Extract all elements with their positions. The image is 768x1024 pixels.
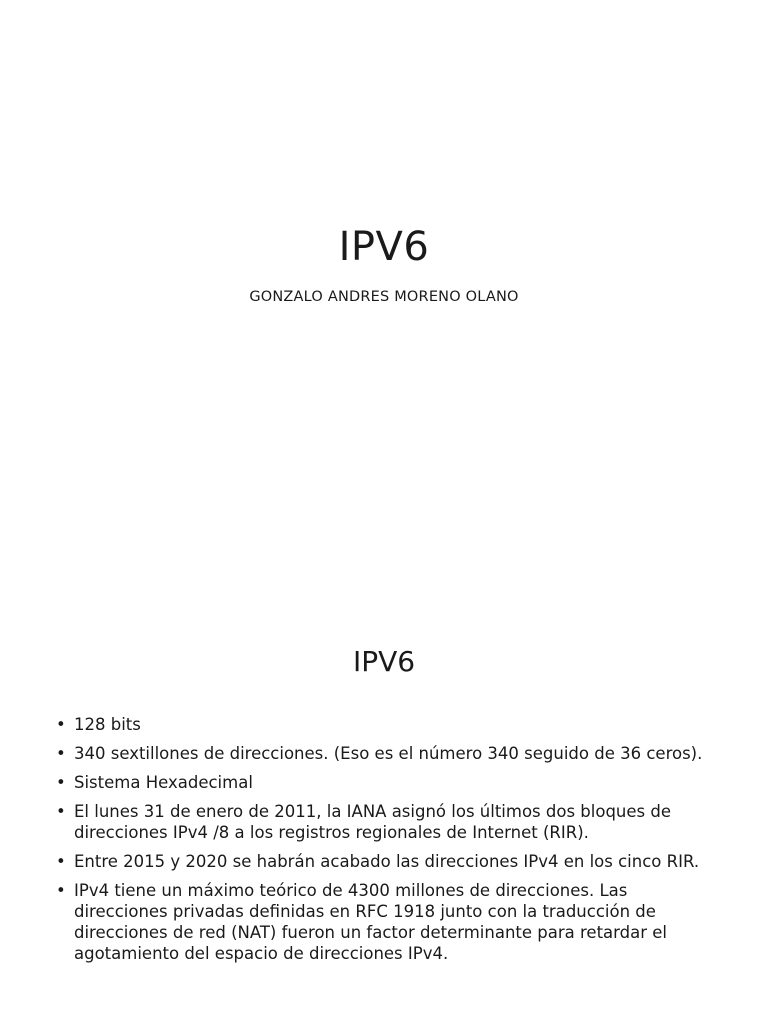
bullet-item [56,851,726,872]
bullet-text: IPv4 tiene un máximo teórico de 4300 millones de direcciones. Las direcciones privadas definidas en RFC 1918 junto con la traducción de direcciones de red (NAT) fueron un factor determinante para retardar el agotamiento del espacio de direcciones IPv4. [74,881,668,963]
bullet-item [56,714,726,735]
bullet-icon: • [56,852,66,871]
bullet-text: 340 sextillones de direcciones. (Eso es el número 340 seguido de 36 ceros). [74,744,703,763]
bullet-item [56,743,726,764]
bullet-icon: • [56,773,66,792]
slide-title: IPV6 [338,224,430,270]
slide-subtitle: GONZALO ANDRES MORENO OLANO [249,289,519,305]
bullet-text: 128 bits [74,715,141,734]
slide-title: IPV6 [352,645,416,678]
bullet-item [56,801,726,843]
bullet-text: El lunes 31 de enero de 2011, la IANA asignó los últimos dos bloques de direcciones IPv4 /8 a los registros regionales de Internet (RIR). [74,802,671,842]
bullet-icon: • [56,881,66,900]
bullet-icon: • [56,802,66,821]
bullet-item [56,880,726,964]
bullet-list [56,714,726,972]
content-slide [0,576,768,1024]
bullet-text: Sistema Hexadecimal [74,773,253,792]
bullet-text: Entre 2015 y 2020 se habrán acabado las direcciones IPv4 en los cinco RIR. [74,852,700,871]
bullet-icon: • [56,715,66,734]
bullet-icon: • [56,744,66,763]
bullet-item [56,772,726,793]
